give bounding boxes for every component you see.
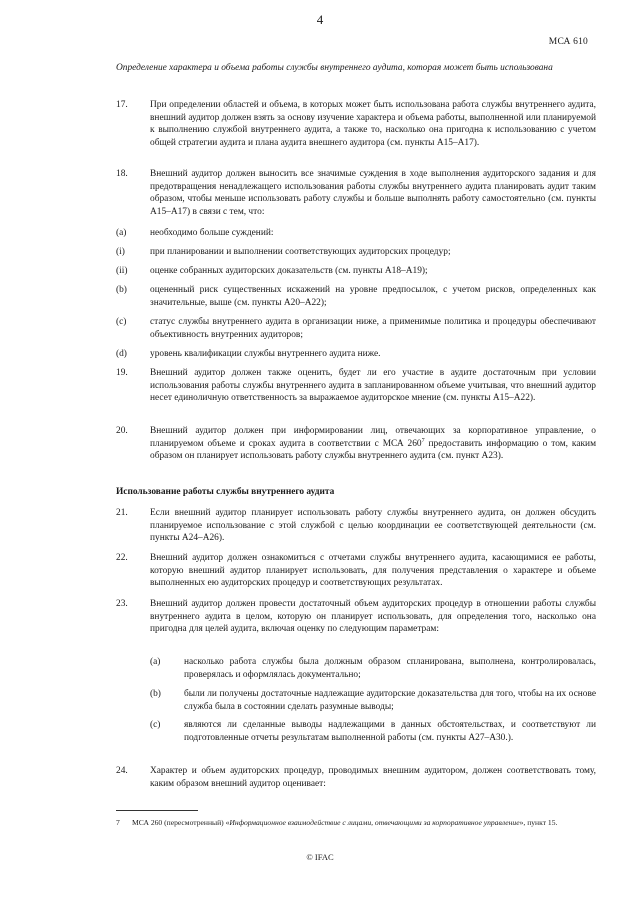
footnote <box>116 817 596 828</box>
list-text: оцененный риск существенных искажений на уровне предпосылок, с учетом рисков, определенных как значительные, выше (см. пункты A20–A22); <box>150 285 596 308</box>
list-marker: (d) <box>116 349 127 359</box>
paragraph-number: 23. <box>116 599 128 609</box>
paragraph-number: 21. <box>116 508 128 518</box>
paragraph-text: При определении областей и объема, в которых может быть использована работа службы внутреннего аудита, внешний аудитор должен взять за основу изучение характера и объема работы, выполненной или планируемой к выполнению службой внутреннего аудита, а также то, насколько она пригодна к использованию с учетом общей стратегии аудита и плана аудита внешнего аудитора (см. пункты A15–A17). <box>150 100 596 148</box>
list-marker: (c) <box>116 317 127 327</box>
paragraph-number: 17. <box>116 100 128 110</box>
list-text: насколько работа службы была должным образом спланирована, выполнена, контролировалась, проверялась и оформлялась документально; <box>184 657 596 680</box>
list-item-i <box>116 246 596 259</box>
paragraph-17 <box>116 99 596 149</box>
list-item-ii <box>116 265 596 278</box>
paragraph-text: Внешний аудитор должен выносить все значимые суждения в ходе выполнения аудиторского задания и для предотвращения ненадлежащего использования работы службы внутреннего аудита планировать аудит таким образом, чтобы меньше использовать работу службы и больше выполнять работу самостоятельно (см. пункты A15–A17) в связи с тем, что: <box>150 169 596 217</box>
list-text: при планировании и выполнении соответствующих аудиторских процедур; <box>150 247 451 257</box>
list-text: оценке собранных аудиторских доказательств (см. пункты A18–A19); <box>150 266 428 276</box>
paragraph-number: 18. <box>116 169 128 179</box>
paragraph-number: 24. <box>116 766 128 776</box>
list-item-a <box>116 227 596 240</box>
list-item-d <box>116 348 596 361</box>
list-text: уровень квалификации службы внутреннего аудита ниже. <box>150 349 381 359</box>
paragraph-22 <box>116 552 596 590</box>
list-item-b <box>116 284 596 309</box>
paragraph-text: Внешний аудитор должен ознакомиться с отчетами службы внутреннего аудита, касающимися ее работы, которую внешний аудитор планирует использовать, для получения представления о характере и объеме выполненных ею аудиторских процедур и соответствующих результатах. <box>150 553 596 588</box>
footnote-ref[interactable]: 7 <box>421 437 425 444</box>
paragraph-number: 20. <box>116 426 128 436</box>
list-text: необходимо больше суждений: <box>150 228 274 238</box>
list-marker: (i) <box>116 247 125 257</box>
list-marker: (a) <box>116 228 127 238</box>
list-item-c <box>116 316 596 341</box>
paragraph-text-part: предоставить информацию о том, каким образом он планирует использовать работу службы внутреннего аудита (см. пункт A23). <box>150 438 596 461</box>
paragraph-20 <box>116 425 596 463</box>
paragraph-19 <box>116 367 596 405</box>
copyright: © IFAC <box>306 852 334 862</box>
section-title-scope: Определение характера и объема работы службы внутреннего аудита, которая может быть использована <box>116 63 553 73</box>
paragraph-text: Если внешний аудитор планирует использовать работу службы внутреннего аудита, он должен обсудить планируемое использование с этой службой с целью координации ее соответствующей деятельности (см. пункты A24–A26). <box>150 508 596 543</box>
footnote-text-part: МСА 260 (пересмотренный) « <box>132 818 230 827</box>
subitem-a <box>150 656 596 681</box>
subitem-c <box>150 719 596 744</box>
paragraph-23 <box>116 598 596 636</box>
paragraph-number: 22. <box>116 553 128 563</box>
paragraph-text: Внешний аудитор должен провести достаточный объем аудиторских процедур в отношении работы службы внутреннего аудита в целом, которую он планирует использовать, для определения того, насколько она пригодна для целей аудита, включая оценку по следующим параметрам: <box>150 599 596 634</box>
subitem-b <box>150 688 596 713</box>
paragraph-text: Характер и объем аудиторских процедур, проводимых внешним аудитором, должен соответствовать тому, каким образом внешний аудитор оценивает: <box>150 766 596 789</box>
footnote-text <box>132 817 596 828</box>
section-title-use: Использование работы службы внутреннего аудита <box>116 487 335 497</box>
paragraph-text: Внешний аудитор должен также оценить, будет ли его участие в аудите достаточным при условии использования работы службы внутреннего аудита в запланированном объеме учитывая, что внешний аудитор несет единоличную ответственность за выражаемое аудиторское мнение (см. пункты A15–A22). <box>150 368 596 403</box>
paragraph-18 <box>116 168 596 218</box>
list-text: являются ли сделанные выводы надлежащими в данных обстоятельствах, и соответствуют ли подготовленные отчеты результатам выполненной работы (см. пункты A27–A30.). <box>184 720 596 743</box>
paragraph-21 <box>116 507 596 545</box>
paragraph-number: 19. <box>116 368 128 378</box>
standard-code: МСА 610 <box>548 37 588 47</box>
list-marker: (b) <box>116 285 127 295</box>
footnote-text-part: », пункт 15. <box>519 818 558 827</box>
list-marker: (b) <box>150 689 161 699</box>
footnote-number: 7 <box>116 818 120 827</box>
list-marker: (ii) <box>116 266 128 276</box>
paragraph-text <box>150 425 596 463</box>
list-marker: (c) <box>150 720 161 730</box>
list-text: статус службы внутреннего аудита в организации ниже, а применимые политика и процедуры обеспечивают объективность внутренних аудиторов; <box>150 317 596 340</box>
paragraph-24 <box>116 765 596 790</box>
paragraph-text-part: Внешний аудитор должен при информировании лиц, отвечающих за корпоративное управление, о планируемом объеме и сроках аудита в соответствии с МСА 260 <box>150 426 596 449</box>
list-text: были ли получены достаточные надлежащие аудиторские доказательства для того, чтобы на их основе служба была в состоянии сделать разумные выводы; <box>184 689 596 712</box>
list-marker: (a) <box>150 657 161 667</box>
footnote-divider <box>116 810 198 811</box>
page-number: 4 <box>316 12 324 27</box>
footnote-italic-title: Информационное взаимодействие с лицами, отвечающими за корпоративное управление <box>229 818 520 827</box>
